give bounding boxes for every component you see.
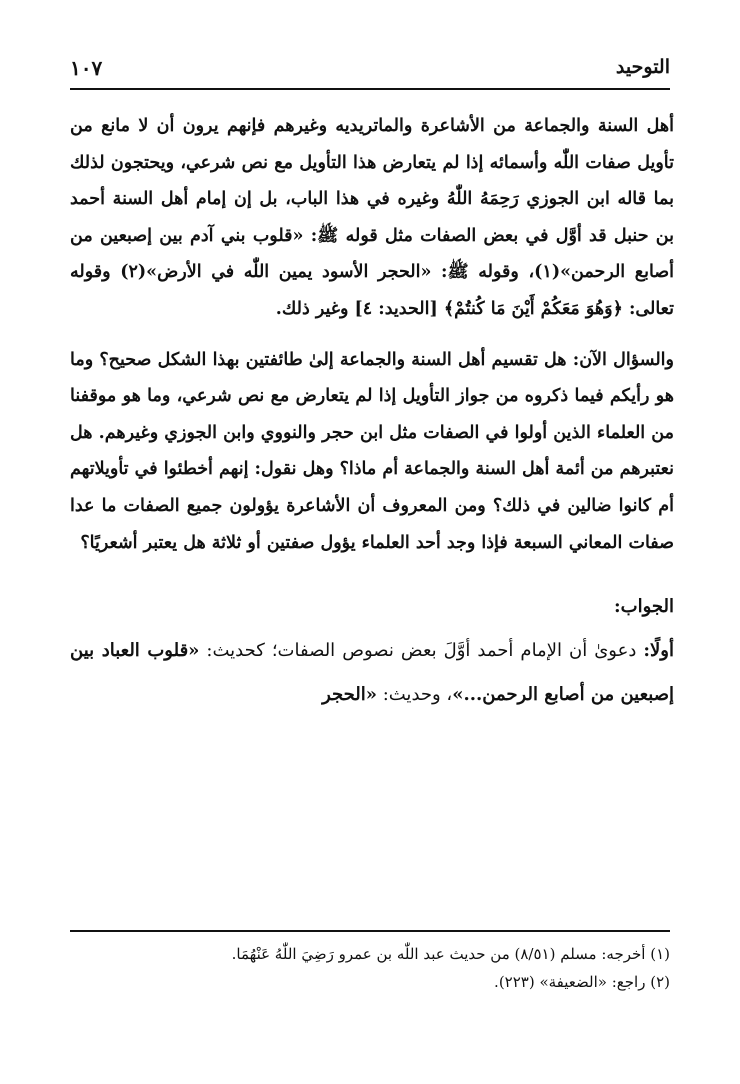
question-paragraph-1: أهل السنة والجماعة من الأشاعرة والماتريديه وغيرهم فإنهم يرون أن لا مانع من تأويل صفات اللّٰه وأسمائه إذا لم يتعارض هذا التأويل مع نص شرعي، ويحتجون لذلك بما قاله ابن الجوزي رَحِمَهُ اللّٰهُ وغيره في هذا الباب، بل إن إمام أهل السنة أحمد بن حنبل قد أوَّل في بعض الصفات مثل قوله ﷺ: «قلوب بني آدم بين إصبعين من أصابع الرحمن»(١)، وقوله ﷺ: «الحجر الأسود يمين اللّٰه في الأرض»(٢) وقوله تعالى: ﴿وَهُوَ مَعَكُمْ أَيْنَ مَا كُنتُمْ﴾ [الحديد: ٤] وغير ذلك. <box>70 116 675 319</box>
header-rule <box>70 88 670 90</box>
answer-hadith-1: «قلوب العباد بين إصبعين من أصابع الرحمن...» <box>70 640 674 706</box>
answer-text-1: دعوىٰ أن الإمام أحمد أوَّلَ بعض نصوص الصفات؛ كحديث: <box>199 640 644 662</box>
main-text <box>70 108 674 717</box>
footnote-rule <box>70 930 670 932</box>
answer-first-label: أولًا: <box>643 640 674 662</box>
question-paragraph-2: والسؤال الآن: هل تقسيم أهل السنة والجماعة إلىٰ طائفتين بهذا الشكل صحيح؟ وما هو رأيكم فيما ذكروه من جواز التأويل إذا لم يتعارض مع نص شرعي، وما هو موقفنا من العلماء الذين أولوا في الصفات مثل ابن حجر والنووي وابن الجوزي وغيرهم. هل نعتبرهم من أئمة أهل السنة والجماعة أم ماذا؟ وهل نقول: إنهم أخطئوا في تأويلاتهم أم كانوا ضالين في ذلك؟ ومن المعروف أن الأشاعرة يؤولون جميع الصفات ما عدا صفات المعاني السبعة فإذا وجد أحد العلماء يؤول صفتين أو ثلاثة هل يعتبر أشعريًا؟ <box>70 349 674 553</box>
footnote-1: (١) أخرجه: مسلم (٨/٥١) من حديث عبد اللّٰه بن عمرو رَضِيَ اللّٰهُ عَنْهُمَا. <box>231 945 670 963</box>
footnotes <box>70 940 670 996</box>
answer-paragraph <box>70 629 674 717</box>
footnote-2: (٢) راجع: «الضعيفة» (٢٢٣). <box>494 973 670 991</box>
page-header <box>70 50 670 90</box>
answer-text-2: ، وحديث: <box>376 684 453 706</box>
page-number: ١٠٧ <box>70 56 103 80</box>
answer-heading: الجواب: <box>614 596 674 618</box>
running-title: التوحيد <box>615 56 670 78</box>
answer-hadith-2: «الحجر <box>322 684 377 706</box>
